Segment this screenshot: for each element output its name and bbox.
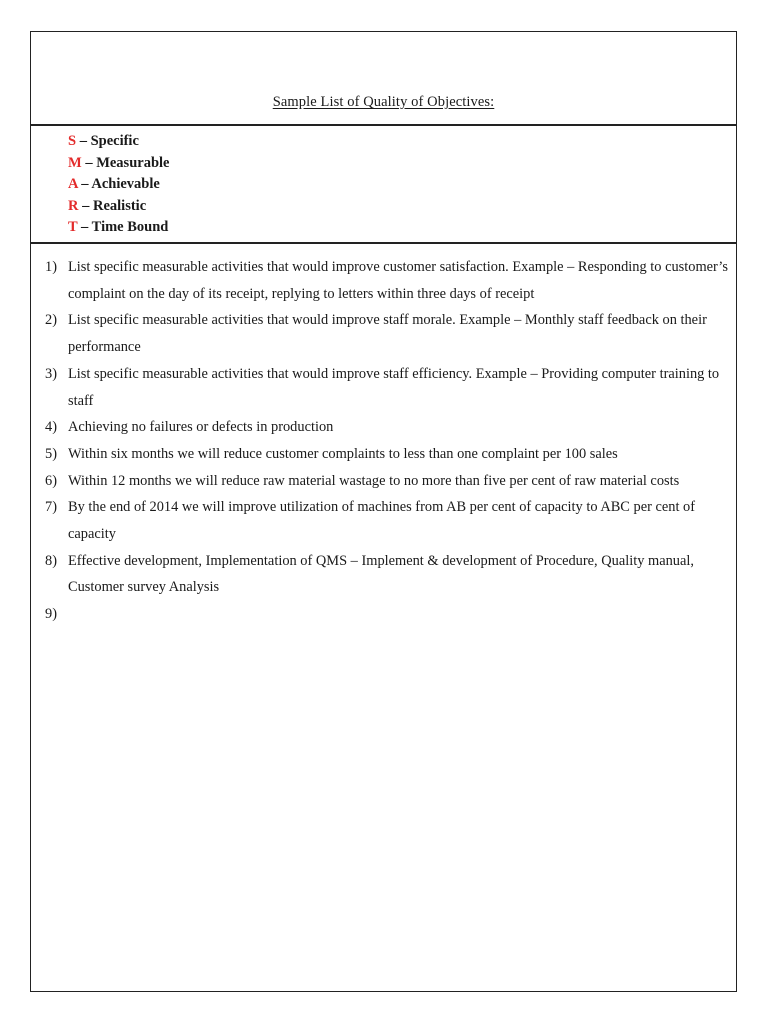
smart-letter: R [68,197,79,214]
smart-label: – Measurable [81,154,170,171]
objective-number: 7) [45,499,57,516]
objectives-list [45,254,735,623]
title-area [31,32,736,124]
smart-item-specific [68,131,169,153]
objective-item [45,441,735,468]
objective-text: List specific measurable activities that would improve staff morale. Example – Monthly staff feedback on their performance [68,312,707,356]
smart-label: – Realistic [78,197,147,214]
smart-letter: A [68,176,78,192]
smart-item-realistic [68,196,169,218]
smart-item-time-bound [68,217,169,239]
objective-number: 8) [45,552,57,569]
objective-text: Achieving no failures or defects in production [68,419,334,436]
objective-number: 9) [45,606,57,623]
smart-letter: S [68,133,77,149]
objective-item [45,494,735,547]
objective-number: 5) [45,445,57,462]
smart-label: – Time Bound [77,219,169,235]
objective-number: 2) [45,312,57,329]
objective-number: 4) [45,419,57,436]
page-title: Sample List of Quality of Objectives: [272,94,495,110]
smart-label: – Achievable [77,176,160,192]
objective-item [45,468,735,495]
objective-text: Effective development, Implementation of QMS – Implement & development of Procedure, Quality manual, Customer survey Analysis [68,552,694,596]
divider [31,242,736,244]
objective-text: By the end of 2014 we will improve utilization of machines from AB per cent of capacity to ABC per cent of capacity [68,499,696,543]
objective-item [45,361,735,414]
objective-text: Within 12 months we will reduce raw material wastage to no more than five per cent of raw material costs [68,472,680,489]
objective-text: List specific measurable activities that would improve customer satisfaction. Example – Responding to customer’s complaint on the day of its receipt, replying to letters within three days of receipt [68,259,728,302]
objective-item [45,307,735,360]
objective-item [45,414,735,441]
document-page [30,31,737,992]
objective-text: Within six months we will reduce customer complaints to less than one complaint per 100 sales [68,445,618,462]
divider [31,124,736,126]
objective-item [45,254,735,307]
smart-letter: T [68,219,78,235]
smart-letter: M [68,154,82,171]
smart-item-measurable [68,153,169,175]
smart-label: – Specific [76,133,139,149]
objective-item [45,548,735,601]
objective-number: 6) [45,472,57,489]
smart-item-achievable [68,174,169,196]
objective-text: List specific measurable activities that would improve staff efficiency. Example – Providing computer training to staff [68,365,720,409]
smart-list [68,131,169,239]
objective-number: 1) [45,259,57,275]
objective-number: 3) [45,365,57,382]
